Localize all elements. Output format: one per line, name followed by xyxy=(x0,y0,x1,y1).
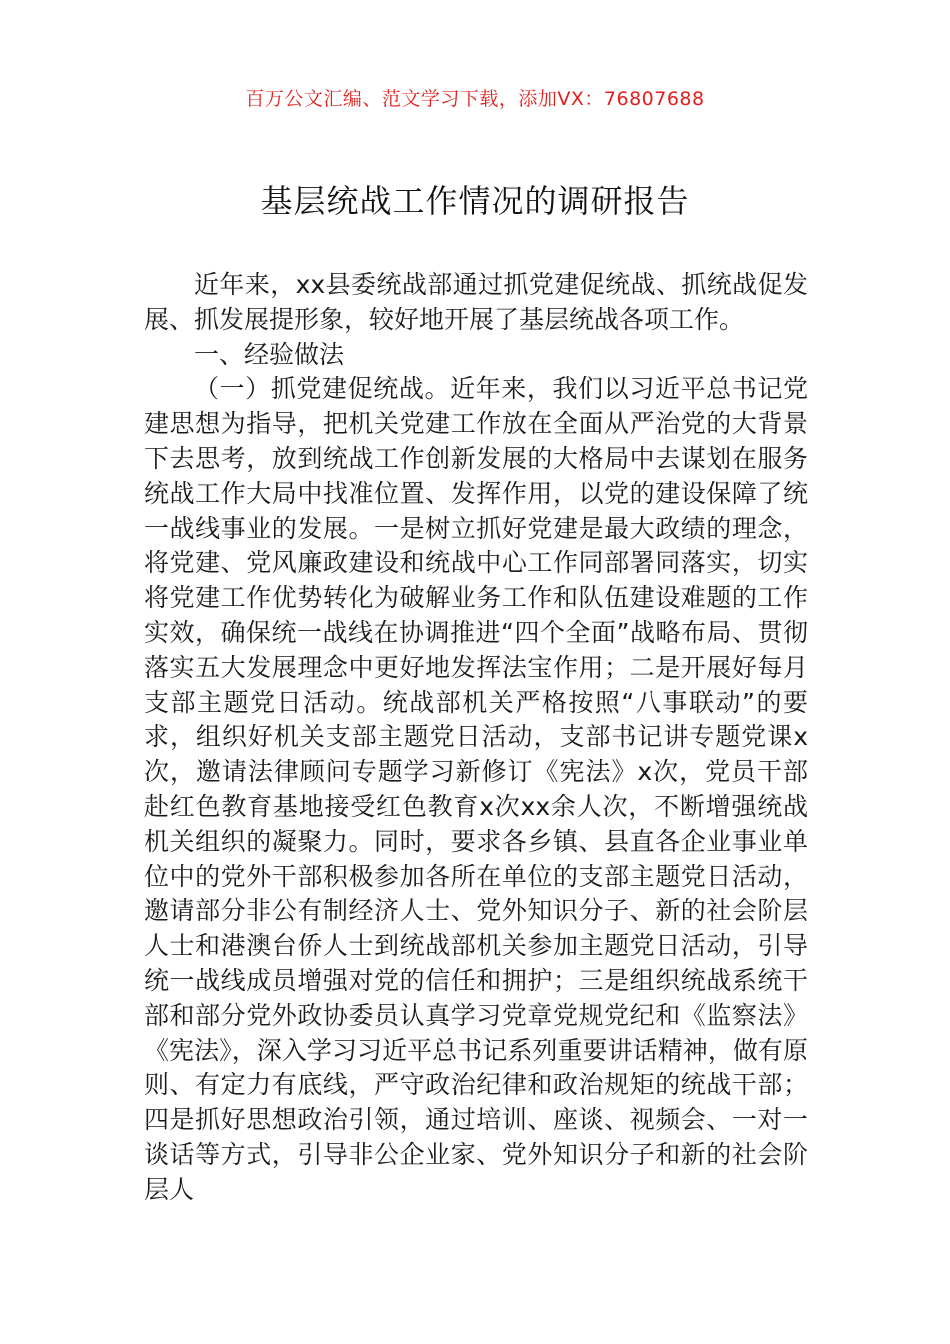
body-paragraph-intro: 近年来，xx县委统战部通过抓党建促统战、抓统战促发展、抓发展提形象，较好地开展了基层统战各项工作。 xyxy=(144,270,808,334)
watermark-banner: 百万公文汇编、范文学习下载，添加VX：76807688 xyxy=(245,88,705,110)
document-title: 基层统战工作情况的调研报告 xyxy=(260,182,690,220)
section-heading: 一、经验做法 xyxy=(194,339,345,369)
body-paragraph-main: （一）抓党建促统战。近年来，我们以习近平总书记党建思想为指导，把机关党建工作放在全面从严治党的大背景下去思考，放到统战工作创新发展的大格局中去谋划在服务统战工作大局中找准位置、发挥作用，以党的建设保障了统一战线事业的发展。一是树立抓好党建是最大政绩的理念，将党建、党风廉政建设和统战中心工作同部署同落实，切实将党建工作优势转化为破解业务工作和队伍建设难题的工作实效，确保统一战线在协调推进“四个全面”战略布局、贯彻落实五大发展理念中更好地发挥法宝作用；二是开展好每月支部主题党日活动。统战部机关严格按照“八事联动”的要求，组织好机关支部主题党日活动，支部书记讲专题党课x次，邀请法律顾问专题学习新修订《宪法》x次，党员干部赴红色教育基地接受红色教育x次xx余人次，不断增强统战机关组织的凝聚力。同时，要求各乡镇、县直各企业事业单位中的党外干部积极参加各所在单位的支部主题党日活动，邀请部分非公有制经济人士、党外知识分子、新的社会阶层人士和港澳台侨人士到统战部机关参加主题党日活动，引导统一战线成员增强对党的信任和拥护；三是组织统战系统干部和部分党外政协委员认真学习党章党规党纪和《监察法》《宪法》，深入学习习近平总书记系列重要讲话精神，做有原则、有定力有底线，严守政治纪律和政治规矩的统战干部；四是抓好思想政治引领，通过培训、座谈、视频会、一对一谈话等方式，引导非公企业家、党外知识分子和新的社会阶层人 xyxy=(144,374,808,1204)
document-body xyxy=(144,268,808,1208)
